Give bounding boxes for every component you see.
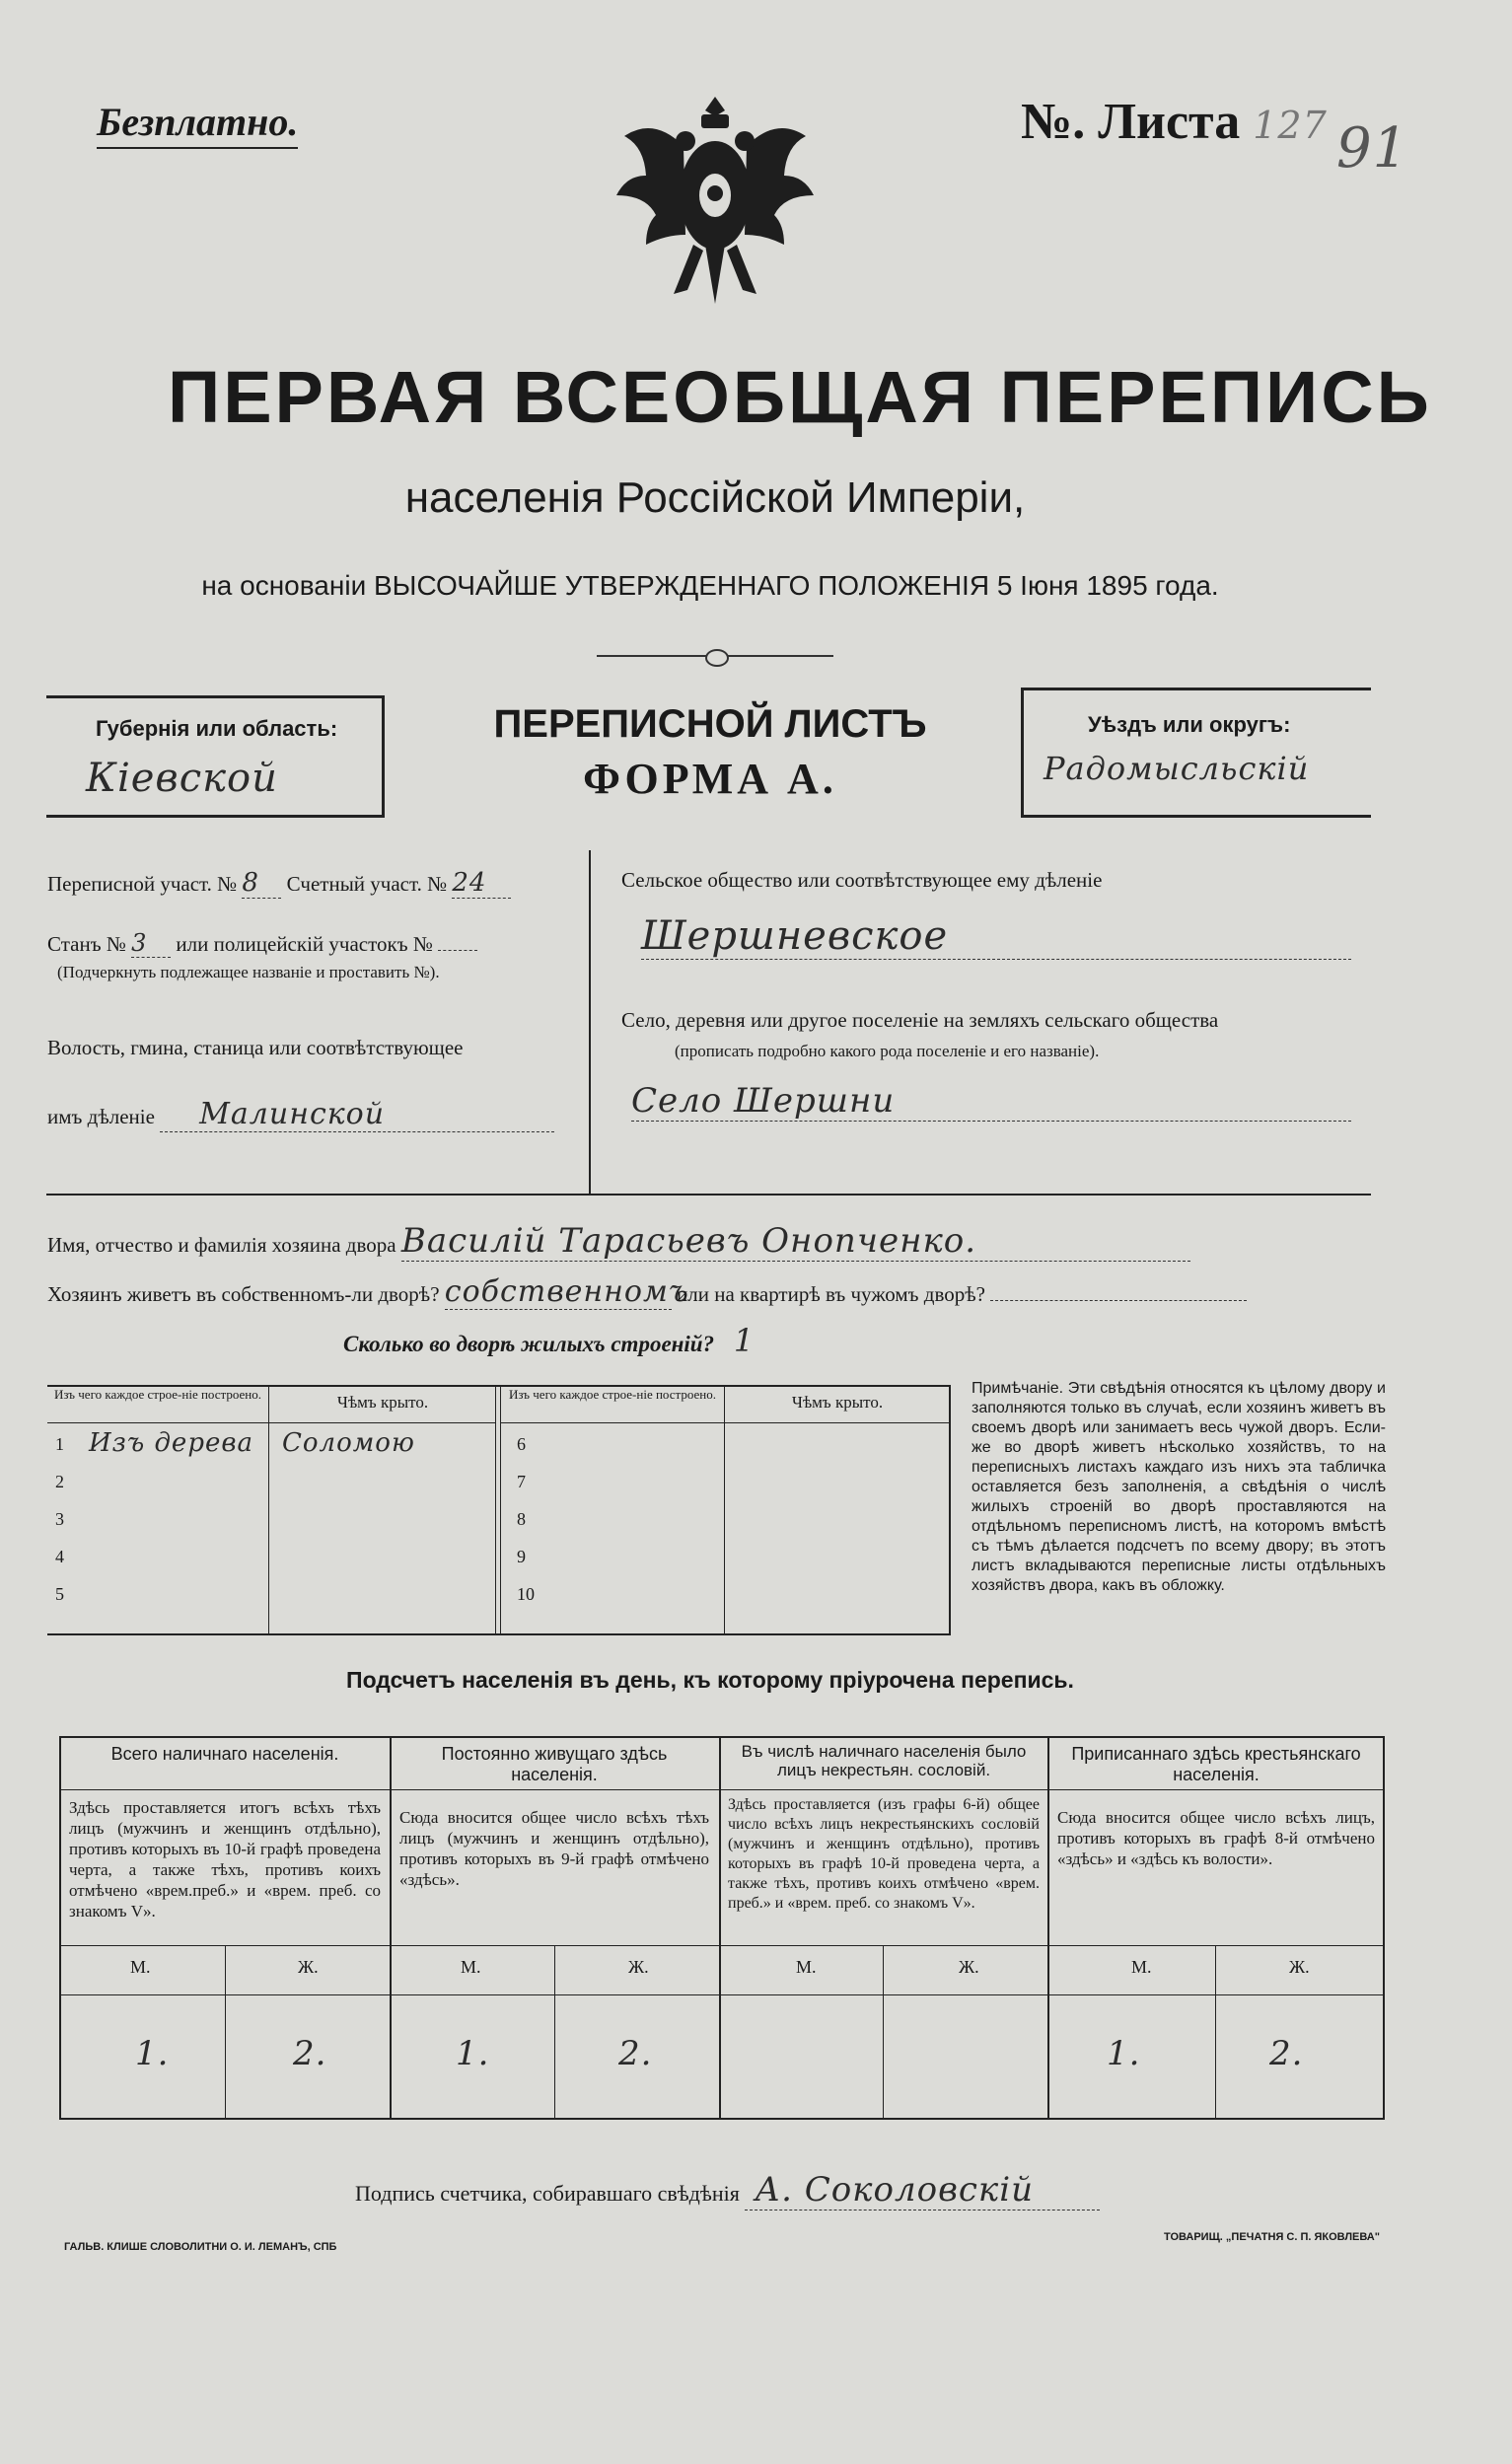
count-col-4-m-label: М.: [1131, 1957, 1152, 1977]
footer-left: ГАЛЬВ. КЛИШЕ СЛОВОЛИТНИ О. И. ЛЕМАНЪ, СПБ: [64, 2241, 337, 2253]
gubernia-label: Губернія или область:: [96, 716, 338, 741]
owner-name-label: Имя, отчество и фамилія хозяина двора: [47, 1233, 396, 1257]
row-number: 2: [55, 1472, 64, 1491]
perepisnoi-value: 8: [242, 868, 281, 899]
basis-line: на основаніи ВЫСОЧАЙШЕ УТВЕРЖДЕННАГО ПОЛОЖЕНІЯ 5 Іюня 1895 года.: [201, 570, 1219, 601]
sheet-number: [1021, 93, 1328, 151]
row-number: 4: [55, 1547, 64, 1566]
uezd-value: Радомысльскій: [1044, 750, 1310, 787]
row-number: 7: [517, 1472, 526, 1491]
buildings-table: [47, 1385, 951, 1635]
count-col-3-desc: Здѣсь проставляется (изъ графы 6-й) общее число всѣхъ лицъ некрестьянскихъ сословій (мужчинъ и женщинъ отдѣльно), противъ которыхъ въ графѣ 10-й проведена черта, а также тѣхъ, противъ коихъ отмѣчено «врем. преб.» и «врем. преб. со знакомъ V».: [728, 1796, 1040, 1912]
count-col-2-f: 2.: [618, 2034, 653, 2073]
count-col-3-title: Въ числѣ наличнаго населенія было лицъ некрестьян. сословій.: [741, 1742, 1027, 1779]
police-label: или полицейскій участокъ №: [176, 932, 433, 956]
count-table: [59, 1736, 1385, 2120]
owner-lives-value: собственномъ: [444, 1274, 689, 1309]
col-material-header-2: Изъ чего каждое строе-ніе построено.: [501, 1387, 724, 1423]
buildings-left-rows: [55, 1428, 489, 1622]
count-col-2-desc: Сюда вносится общее число всѣхъ тѣхъ лицъ (мужчинъ и женщинъ отдѣльно), противъ которыхъ въ 9-й графѣ отмѣчено «здѣсь».: [399, 1808, 709, 1889]
table-row: [517, 1434, 714, 1472]
count-col-4-title: Приписаннаго здѣсь крестьянскаго населенія.: [1071, 1744, 1361, 1784]
gubernia-box: [46, 695, 385, 818]
table-row: [517, 1509, 714, 1547]
stan-value: 3: [131, 929, 171, 958]
table-row: [517, 1584, 714, 1622]
count-col-3-m-label: М.: [796, 1957, 817, 1977]
buildings-value: 1: [733, 1322, 756, 1359]
stan-label: Станъ №: [47, 932, 126, 956]
row-number: 3: [55, 1509, 64, 1529]
table-row: [55, 1509, 489, 1547]
sheet-number-label: №. Листа: [1021, 94, 1241, 150]
row-number: 1: [55, 1434, 64, 1454]
count-col-1-f-label: Ж.: [298, 1957, 319, 1977]
count-col-2-f-label: Ж.: [628, 1957, 649, 1977]
col-roof-header: Чѣмъ крыто.: [268, 1387, 496, 1423]
col-roof-header-2: Чѣмъ крыто.: [724, 1387, 950, 1423]
count-col-1-desc: Здѣсь проставляется итогъ всѣхъ тѣхъ лицъ (мужчинъ и женщинъ отдѣльно), противъ которыхъ въ 10-й графѣ проведена черта, а также тѣхъ, противъ коихъ отмѣчено «врем.преб.» и «врем. преб. со знакомъ V».: [69, 1798, 381, 1920]
row-number: 10: [517, 1584, 535, 1604]
double-headed-eagle-emblem: [607, 87, 824, 314]
subtitle: населенія Россійской Имперіи,: [404, 473, 1026, 522]
table-row: [55, 1547, 489, 1584]
perepisnoi-label: Переписной участ. №: [47, 872, 238, 896]
signature-value: А. Соколовскій: [745, 2170, 1100, 2210]
form-subtitle: ФОРМА А.: [583, 755, 837, 803]
form-title: ПЕРЕПИСНОЙ ЛИСТЪ: [493, 702, 927, 746]
signature-line: [355, 2170, 1100, 2210]
row-number: 9: [517, 1547, 526, 1566]
row-number: 5: [55, 1584, 64, 1604]
count-col-2-m: 1.: [456, 2034, 490, 2073]
table-row: [517, 1472, 714, 1509]
material-cell: Изъ дерева: [89, 1428, 253, 1458]
society-value: Шершневское: [641, 913, 1351, 960]
count-col-4-f-label: Ж.: [1289, 1957, 1310, 1977]
block-divider: [589, 850, 591, 1194]
volost-label: Волость, гмина, станица или соотвѣтствующее: [47, 1036, 464, 1059]
gubernia-value: Кіевской: [86, 756, 278, 801]
village-note: (прописать подробно какого рода поселеніе и его названіе).: [675, 1042, 1100, 1060]
count-col-1-title: Всего наличнаго населенія.: [110, 1744, 339, 1764]
volost-label-2: имъ дѣленіе: [47, 1105, 155, 1128]
buildings-label: Сколько во дворѣ жилыхъ строеній?: [343, 1332, 715, 1356]
col-material-header: Изъ чего каждое строе-ніе построено.: [47, 1387, 268, 1423]
table-row: [55, 1584, 489, 1622]
sheet-number-value: 127: [1253, 104, 1328, 147]
owner-lives-label: Хозяинъ живетъ въ собственномъ-ли дворѣ?: [47, 1282, 440, 1306]
corner-number: 91: [1336, 116, 1409, 181]
row-number: 8: [517, 1509, 526, 1529]
uezd-label: Уѣздъ или округъ:: [1088, 712, 1291, 737]
underline-note: (Подчеркнуть подлежащее названіе и проставить №).: [57, 963, 440, 981]
uezd-box: [1021, 688, 1371, 818]
table-row: [517, 1547, 714, 1584]
table-row: [55, 1472, 489, 1509]
ornament-divider: [597, 651, 833, 661]
society-label: Сельское общество или соотвѣтствующее ему дѣленіе: [621, 868, 1103, 892]
roof-cell: Соломою: [282, 1428, 415, 1458]
count-col-4-f: 2.: [1269, 2034, 1304, 2073]
count-col-3-f-label: Ж.: [959, 1957, 979, 1977]
village-label: Село, деревня или другое поселеніе на земляхъ сельскаго общества: [621, 1008, 1219, 1032]
police-value: [438, 950, 477, 951]
signature-label: Подпись счетчика, собиравшаго свѣдѣнія: [355, 2181, 740, 2206]
row-number: 6: [517, 1434, 526, 1454]
owner-or-label: или на квартирѣ въ чужомъ дворѣ?: [677, 1282, 985, 1306]
volost-value: Малинской: [160, 1097, 554, 1132]
count-heading: Подсчетъ населенія въ день, къ которому пріурочена перепись.: [346, 1667, 1074, 1693]
count-col-2-title: Постоянно живущаго здѣсь населенія.: [441, 1744, 668, 1784]
buildings-right-rows: [517, 1434, 714, 1622]
footer-right: ТОВАРИЩ. „ПЕЧАТНЯ С. П. ЯКОВЛЕВА": [1164, 2231, 1380, 2243]
count-col-2-m-label: М.: [461, 1957, 481, 1977]
count-col-4-m: 1.: [1107, 2034, 1141, 2073]
schetny-value: 24: [452, 868, 511, 899]
count-col-1-m: 1.: [135, 2034, 170, 2073]
count-col-4-desc: Сюда вносится общее число всѣхъ лицъ, противъ которыхъ въ графѣ 8-й отмѣчено «здѣсь» и «здѣсь къ волости».: [1057, 1808, 1375, 1868]
count-col-1-f: 2.: [293, 2034, 327, 2073]
section-rule: [46, 1194, 1371, 1196]
free-label: Безплатно.: [97, 99, 298, 149]
main-title: ПЕРВАЯ ВСЕОБЩАЯ ПЕРЕПИСЬ: [168, 356, 1432, 438]
schetny-label: Счетный участ. №: [286, 872, 448, 896]
count-col-1-m-label: М.: [130, 1957, 151, 1977]
note-text: Примѣчаніе. Эти свѣдѣнія относятся къ цѣлому двору и заполняются только въ случаѣ, если хозяинъ живетъ въ своемъ дворѣ или занимаетъ весь чужой дворъ. Если-же во дворѣ живетъ нѣсколько хозяйствъ, то на переписныхъ листахъ каждаго изъ нихъ эта табличка оставляется безъ заполненія, а свѣдѣнія о числѣ жилыхъ строеній во дворѣ проставляются на отдѣльномъ переписномъ листѣ, на которомъ вмѣстѣ съ тѣмъ дѣлается подсчетъ по всему двору; въ этотъ листъ вкладываются переписные листы отдѣльныхъ хозяйствъ двора, какъ въ обложку.: [972, 1380, 1386, 1594]
owner-name-value: Василій Тарасьевъ Онопченко.: [401, 1221, 1190, 1262]
table-row: [55, 1428, 489, 1472]
village-value: Село Шершни: [631, 1081, 1351, 1122]
